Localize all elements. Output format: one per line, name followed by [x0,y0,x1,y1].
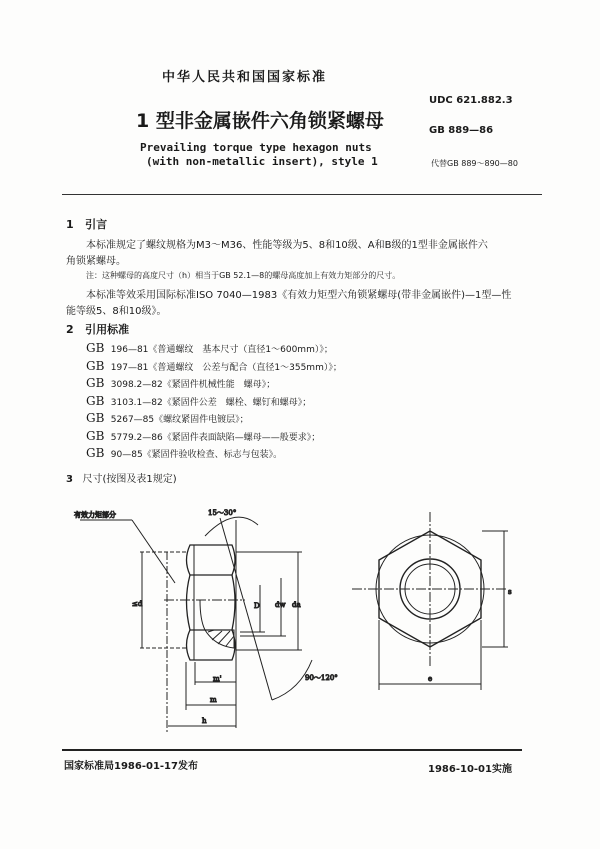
reference-text: 90—85《紧固件验收检查、标志与包装》。 [110,450,283,460]
effective-date: 1986-10-01实施 [428,764,512,775]
dim-m-prime: m' [213,675,222,683]
top-view [352,512,508,690]
reference-text: 196—81《普通螺纹 基本尺寸（直径1～600mm）》； [110,345,333,355]
dim-h: h [202,717,207,725]
reference-text: 197—81《普通螺纹 公差与配合（直径1～355mm）》； [110,362,342,373]
dim-s: s [508,588,512,596]
title-cn: 1 型非金属嵌件六角锁紧螺母 [136,110,384,132]
note: 注：这种螺母的高度尺寸（h）相当于GB 52.1—8的螺母高度加上有效力矩部分的尺寸。 [86,271,401,280]
section-number: 3 [66,474,73,485]
dim-m: m [210,696,217,704]
reference-code: GB [86,446,105,460]
reference-text: 5267—85《螺纹紧固件电镀层》； [110,415,249,425]
national-standard-heading: 中华人民共和国国家标准 [162,70,328,85]
section-number: 2 [66,323,74,336]
gb-number: GB 889—86 [429,125,494,136]
dim-left: ≤d [132,600,143,608]
udc-number: UDC 621.882.3 [429,95,513,106]
section-title: 尺寸(按图及表1规定) [82,474,177,485]
issue-date: 国家标准局1986-01-17发布 [64,761,198,772]
reference-code: GB [86,341,105,355]
reference-text: 3103.1—82《紧固件公差 螺栓、螺钉和螺母》； [110,397,312,408]
reference-code: GB [86,358,105,373]
reference-text: 3098.2—82《紧固件机械性能 螺母》； [110,380,276,390]
callout-label: 有效力矩部分 [74,511,116,519]
side-view [80,517,312,732]
section-title: 引用标准 [85,323,130,336]
reference-code: GB [86,376,105,390]
dim-dw: dw [275,601,286,609]
paragraph-line: 本标准等效采用国际标准ISO 7040—1983《有效力矩型六角锁紧螺母(带非金属嵌件)—1型—性 [86,290,512,301]
dim-e: e [428,675,433,683]
paragraph-line: 角锁紧螺母。 [66,256,126,267]
paragraph-line: 本标准规定了螺纹规格为M3～M36、性能等级为5、8和10级、A和B级的1型非金属嵌件六 [86,240,488,251]
angle-top-label: 15～30° [208,509,237,517]
dim-D: D [254,602,260,610]
title-en-2: (with non-metallic insert), style 1 [146,155,378,168]
replaces-note: 代替GB 889～890—80 [431,159,518,168]
reference-code: GB [86,411,105,425]
section-title: 引言 [85,218,108,231]
reference-text: 5779.2—86《紧固件表面缺陷—螺母——般要求》； [110,432,321,443]
reference-code: GB [86,393,105,408]
footer-divider [62,749,522,751]
angle-bottom-label: 90～120° [305,674,338,682]
section-number: 1 [66,218,74,231]
paragraph-line: 能等级5、8和10级》。 [66,306,167,317]
dim-da: da [292,601,301,609]
reference-code: GB [86,428,105,443]
title-en-1: Prevailing torque type hexagon nuts [140,141,372,154]
